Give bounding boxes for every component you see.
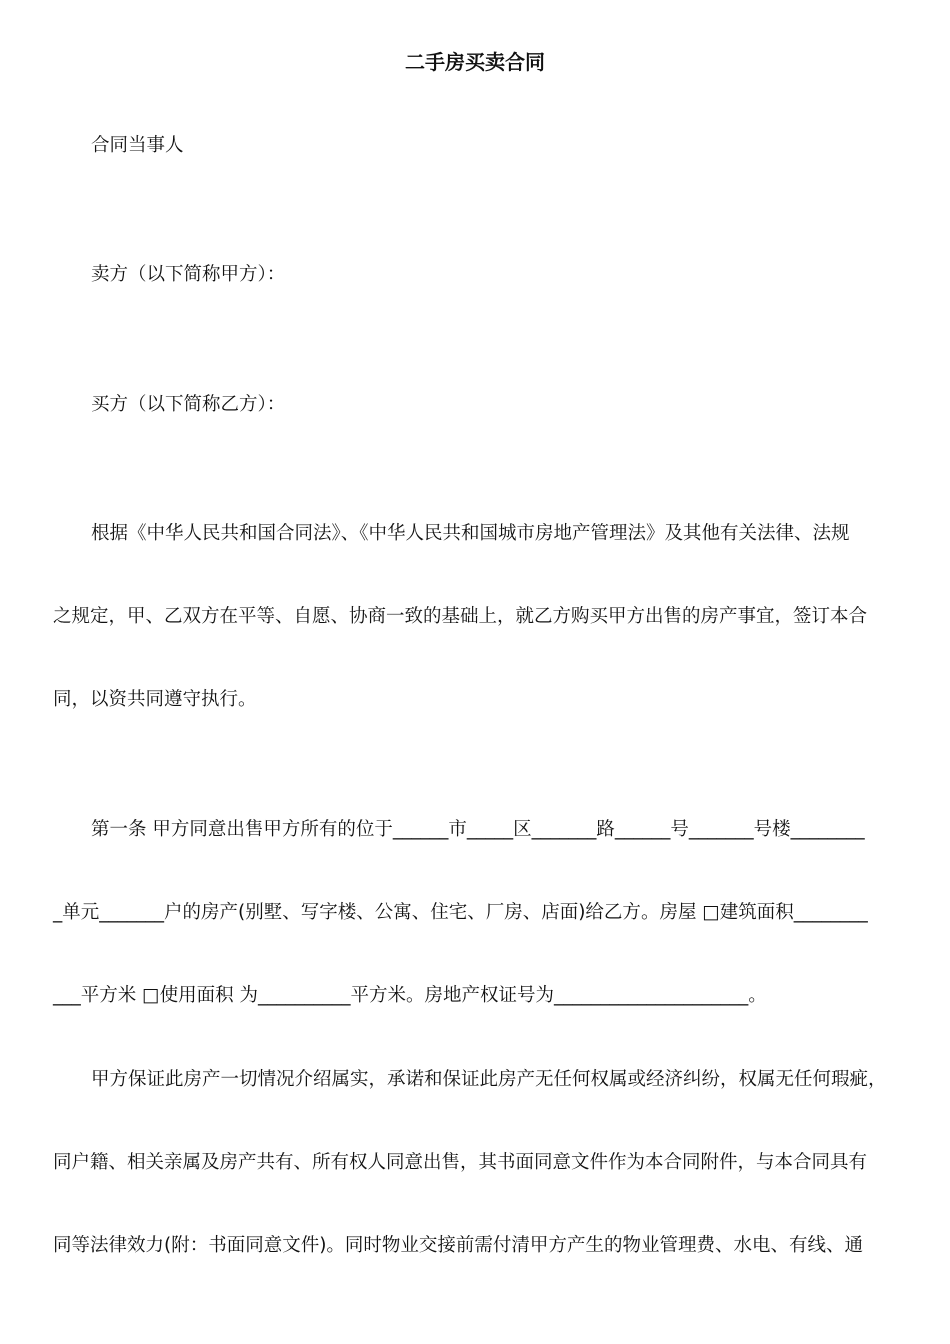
guarantee-line: 甲方保证此房产一切情况介绍属实，承诺和保证此房产无任何权属或经济纠纷，权属无任何瑕疵， <box>91 1069 887 1090</box>
preamble-line: 根据《中华人民共和国合同法》、《中华人民共和国城市房地产管理法》及其他有关法律、法规 <box>91 523 850 544</box>
guarantee-line: 同等法律效力(附：书面同意文件)。同时物业交接前需付清甲方产生的物业管理费、水电、有线、通 <box>53 1235 863 1256</box>
preamble-line: 之规定，甲、乙双方在平等、自愿、协商一致的基础上，就乙方购买甲方出售的房产事宜，签订本合 <box>53 606 868 627</box>
preamble-line: 同，以资共同遵守执行。 <box>53 689 257 710</box>
article-1-line: 第一条 甲方同意出售甲方所有的位于______市_____区_______路______号_______号楼________ <box>91 819 865 840</box>
buyer-label: 买方（以下简称乙方）： <box>91 394 286 415</box>
seller-label: 卖方（以下简称甲方）： <box>91 264 286 285</box>
page-title: 二手房买卖合同 <box>405 50 545 74</box>
guarantee-line: 同户籍、相关亲属及房产共有、所有权人同意出售，其书面同意文件作为本合同附件，与本合同具有 <box>53 1152 868 1173</box>
article-1-line: _单元_______户的房产(别墅、写字楼、公寓、住宅、厂房、店面)给乙方。房屋 □建筑面积________ <box>53 902 868 923</box>
parties-heading: 合同当事人 <box>91 135 184 156</box>
article-1-line: ___平方米 □使用面积 为__________平方米。房地产权证号为_____________________。 <box>53 985 767 1006</box>
